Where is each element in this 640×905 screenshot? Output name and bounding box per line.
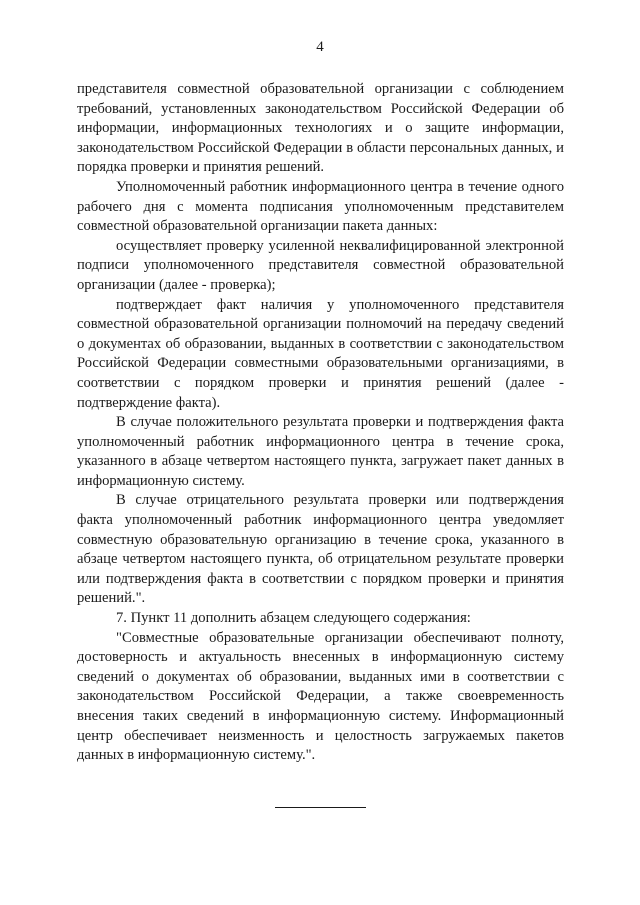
- paragraph-fact-confirmation: подтверждает факт наличия у уполномоченного представителя совместной образовательной организации полномочий на передачу сведений о документах об образовании, выданных в соответствии с законодательством Российской Федерации совместными образовательными организациями, в соответствии с порядком проверки и принятия решений (далее - подтверждение факта).: [77, 296, 564, 411]
- paragraph-negative-result: В случае отрицательного результата проверки или подтверждения факта уполномоченный работник информационного центра уведомляет совместную образовательную организацию в течение срока, указанного в абзаце четвертом настоящего пункта, об отрицательном результате проверки или подтверждения факта в соответствии с порядком проверки и принятия решений.".: [77, 492, 564, 607]
- page-number: 4: [316, 39, 324, 55]
- document-body: [77, 80, 564, 766]
- paragraph-authorized-worker: Уполномоченный работник информационного центра в течение одного рабочего дня с момента подписания уполномоченным представителем совместной образовательной организации пакета данных:: [77, 178, 564, 235]
- paragraph-item-7: 7. Пункт 11 дополнить абзацем следующего содержания:: [116, 610, 471, 627]
- paragraph-continuation: представителя совместной образовательной организации с соблюдением требований, установленных законодательством Российской Федерации об информации, информационных технологиях и о защите информации, законодательством Российской Федерации в области персональных данных, и порядка проверки и принятия решений.: [77, 81, 564, 176]
- paragraph-positive-result: В случае положительного результата проверки и подтверждения факта уполномоченный работник информационного центра в течение срока, указанного в абзаце четвертом настоящего пункта, загружает пакет данных в информационную систему.: [77, 414, 564, 489]
- end-rule-divider: [275, 807, 366, 808]
- paragraph-new-clause: "Совместные образовательные организации обеспечивают полноту, достоверность и актуальность внесенных в информационную систему сведений о документах об образовании, выданных ими в соответствии с законодательством Российской Федерации, а также своевременность внесения таких сведений в информационную систему. Информационный центр обеспечивает неизменность и целостность загружаемых пакетов данных в информационную систему.".: [77, 629, 564, 764]
- paragraph-signature-check: осуществляет проверку усиленной неквалифицированной электронной подписи уполномоченного представителя совместной образовательной организации (далее - проверка);: [77, 237, 564, 293]
